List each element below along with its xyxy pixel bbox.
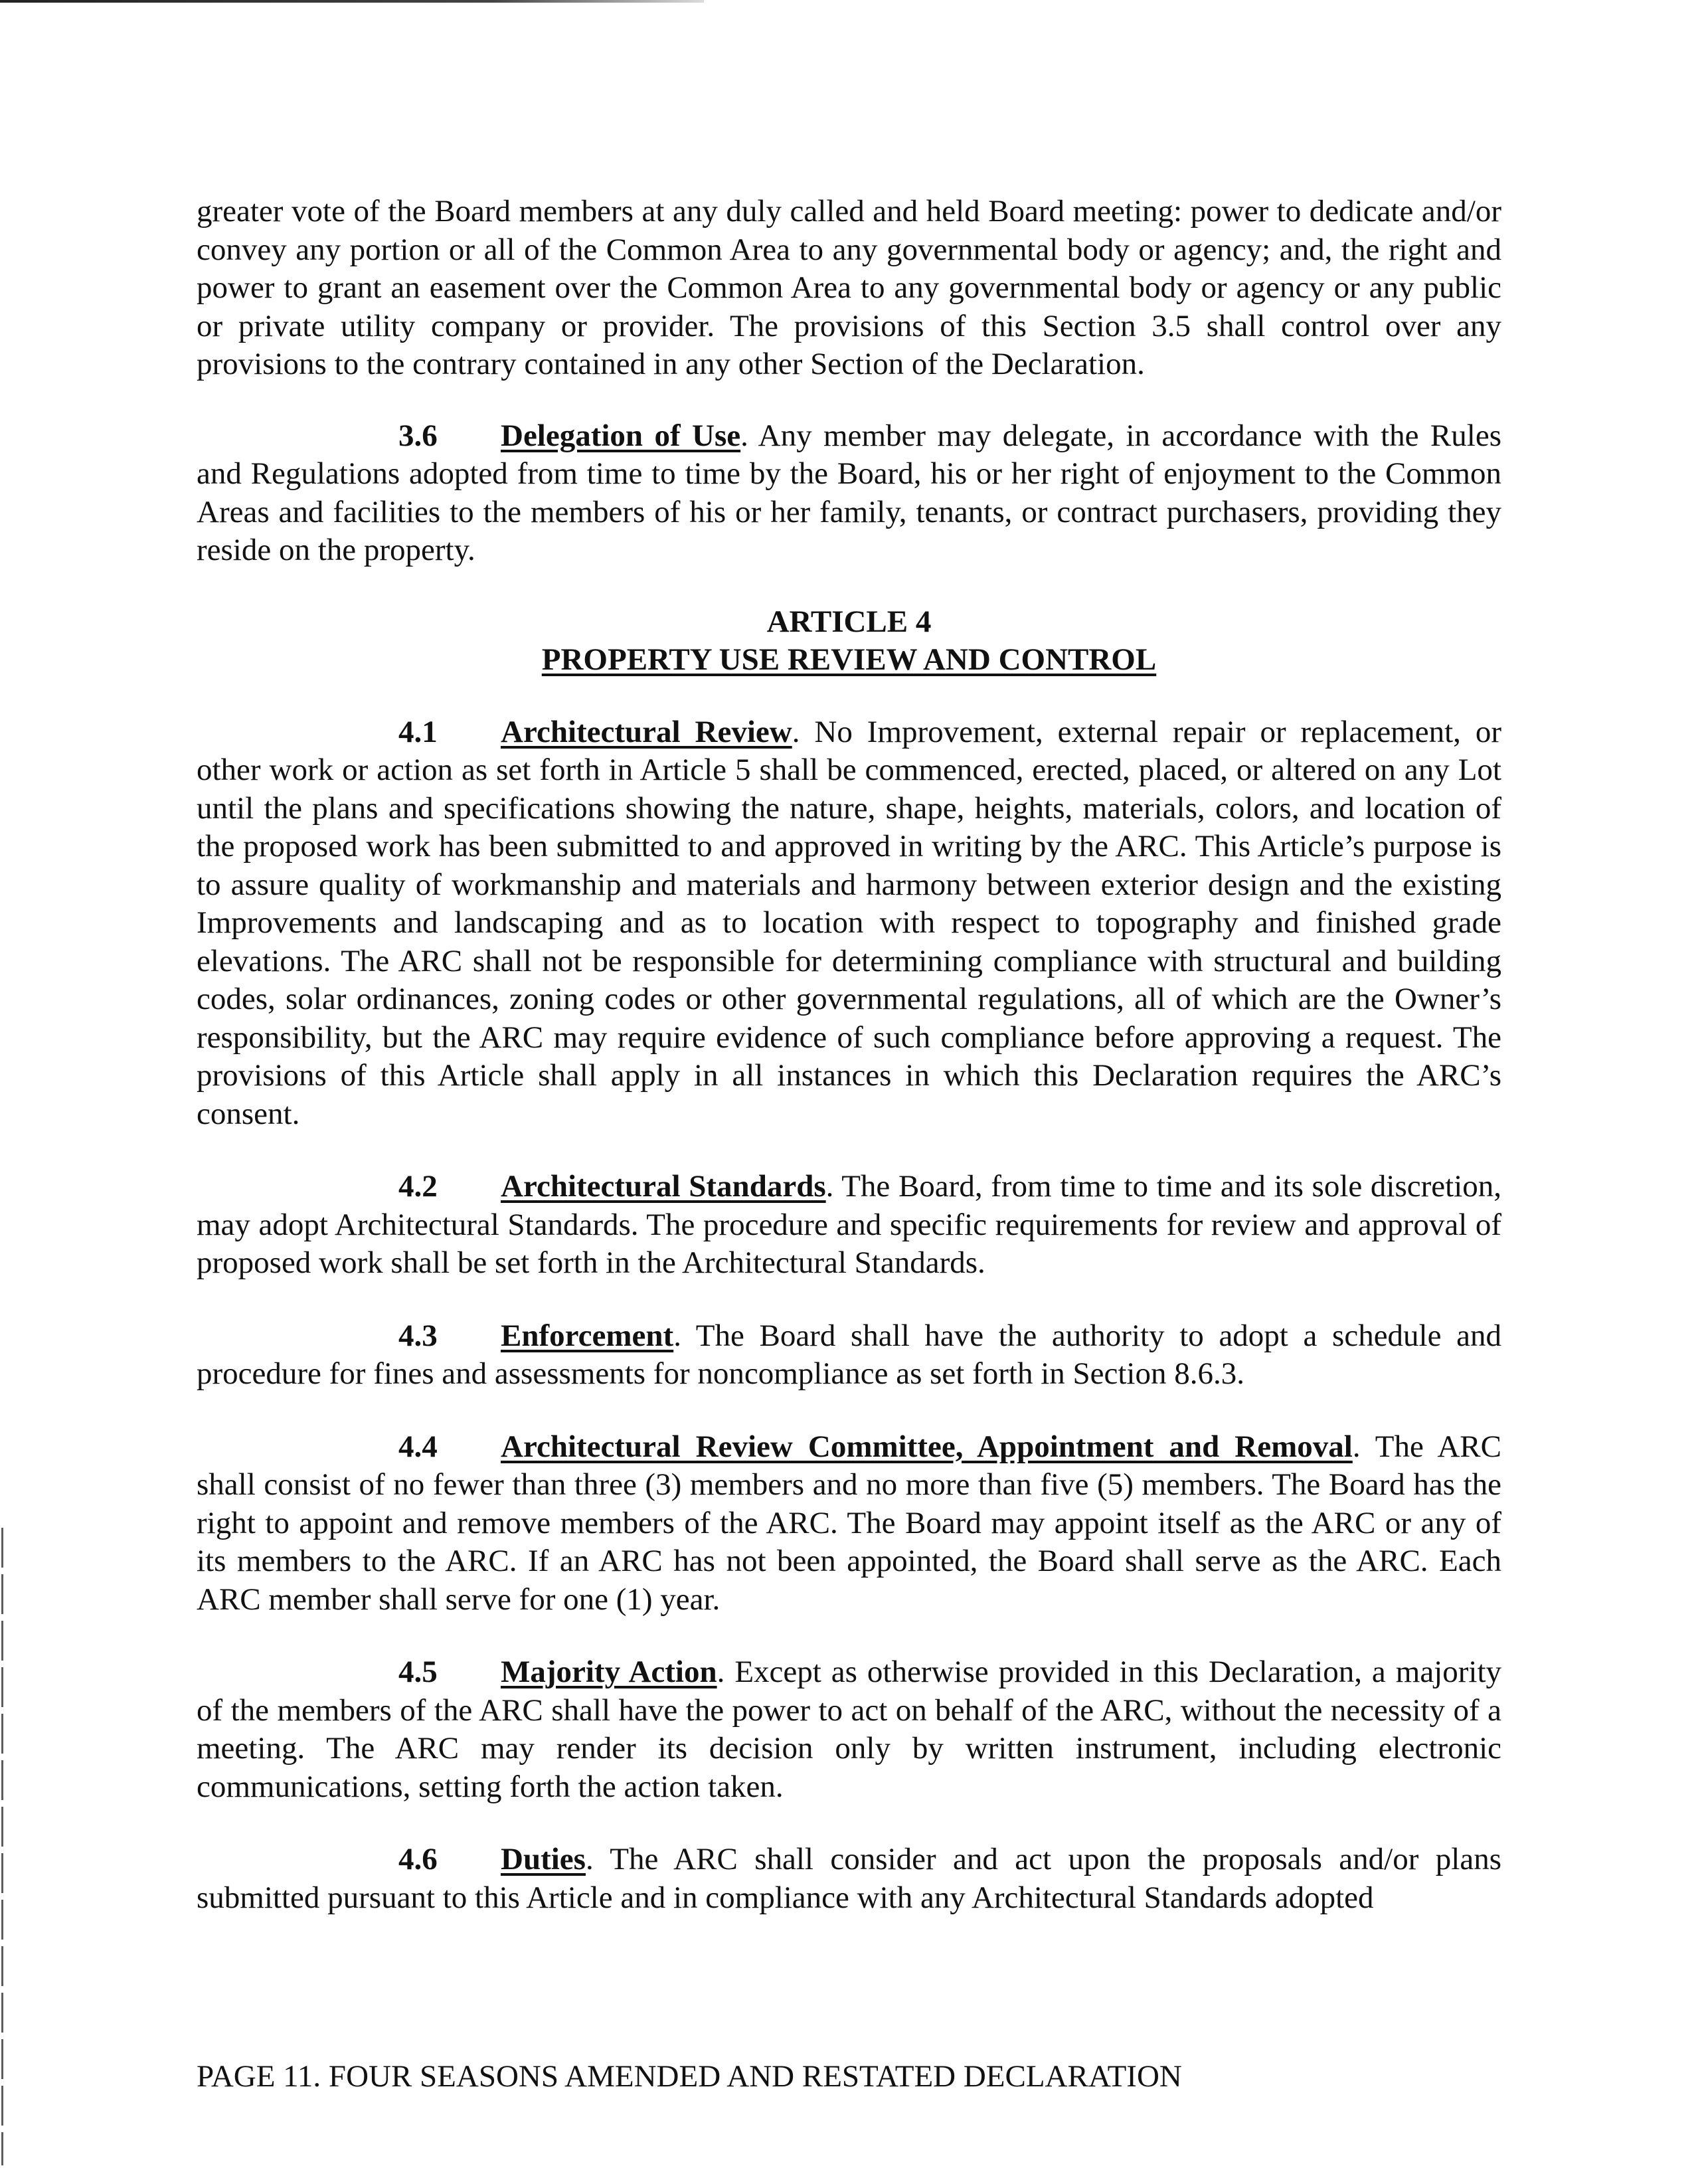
section-number: 4.5 (398, 1655, 438, 1689)
section-number: 4.2 (398, 1169, 438, 1204)
section-3-5-continuation: greater vote of the Board members at any duly called and held Board meeting: power to dedicate and/or convey any portion or all of the Common Area to any governmental body or agency; and, the right and power to grant an easement over the Common Area to any governmental body or agency or any public or private utility company or provider. The provisions of this Section 3.5 shall control over any provisions to the contrary contained in any other Section of the Declaration. (197, 194, 1501, 381)
section-number: 4.6 (398, 1842, 438, 1876)
section-4-4 (197, 1428, 1501, 1619)
article-title-line (197, 641, 1501, 679)
scan-edge-top (0, 0, 704, 3)
section-body: . The ARC shall consider and act upon the proposals and/or plans submitted pursuant to this Article and in compliance with any Architectural Standards adopted (197, 1842, 1501, 1915)
section-title: Architectural Standards (501, 1169, 826, 1204)
section-number: 4.4 (398, 1429, 438, 1464)
document-page (197, 193, 1501, 1917)
section-title: Delegation of Use (501, 418, 741, 453)
section-body: . Any member may delegate, in accordance with the Rules and Regulations adopted from time to time by the Board, his or her right of enjoyment to the Common Areas and facilities to the members of his or her family, tenants, or contract purchasers, providing they reside on the property. (197, 418, 1501, 567)
section-number: 4.1 (398, 714, 438, 749)
section-body: . Except as otherwise provided in this Declaration, a majority of the members of the ARC shall have the power to act on behalf of the ARC, without the necessity of a meeting. The ARC may render its decision only by written instrument, including electronic communications, setting forth the action taken. (197, 1655, 1501, 1804)
section-number: 3.6 (398, 418, 438, 453)
section-4-1 (197, 713, 1501, 1134)
section-body: . The ARC shall consist of no fewer than three (3) members and no more than five (5) members. The Board has the right to appoint and remove members of the ARC. The Board may appoint itself as the ARC or any of its members to the ARC. If an ARC has not been appointed, the Board shall serve as the ARC. Each ARC member shall serve for one (1) year. (197, 1429, 1501, 1617)
section-body: . No Improvement, external repair or replacement, or other work or action as set forth in Article 5 shall be commenced, erected, placed, or altered on any Lot until the plans and specifications showing the nature, shape, heights, materials, colors, and location of the proposed work has been submitted to and approved in writing by the ARC. This Article’s purpose is to assure quality of workmanship and materials and harmony between exterior design and the existing Improvements and landscaping and as to location with respect to topography and finished grade elevations. The ARC shall not be responsible for determining compliance with structural and building codes, solar ordinances, zoning codes or other governmental regulations, all of which are the Owner’s responsibility, but the ARC may require evidence of such compliance before approving a request. The provisions of this Article shall apply in all instances in which this Declaration requires the ARC’s consent. (197, 714, 1501, 1131)
section-body: . The Board, from time to time and its sole discretion, may adopt Architectural Standards. The procedure and specific requirements for review and approval of proposed work shall be set forth in the Architectural Standards. (197, 1169, 1501, 1280)
section-body: . The Board shall have the authority to adopt a schedule and procedure for fines and assessments for noncompliance as set forth in Section 8.6.3. (197, 1318, 1501, 1391)
section-4-3 (197, 1317, 1501, 1394)
section-4-2 (197, 1168, 1501, 1283)
section-4-6 (197, 1841, 1501, 1917)
article-label: ARTICLE 4 (766, 604, 932, 639)
section-title: Architectural Review (501, 714, 792, 749)
section-title: Enforcement (501, 1318, 674, 1353)
article-title: PROPERTY USE REVIEW AND CONTROL (541, 642, 1157, 677)
section-title: Duties (501, 1842, 586, 1876)
section-title: Architectural Review Committee, Appointment and Removal (501, 1429, 1353, 1464)
page-footer: PAGE 11. FOUR SEASONS AMENDED AND RESTATED DECLARATION (197, 2059, 1182, 2094)
section-number: 4.3 (398, 1318, 438, 1353)
section-3-6 (197, 417, 1501, 570)
section-4-5 (197, 1653, 1501, 1806)
scan-edge-left (1, 1528, 3, 2165)
section-title: Majority Action (501, 1655, 717, 1689)
